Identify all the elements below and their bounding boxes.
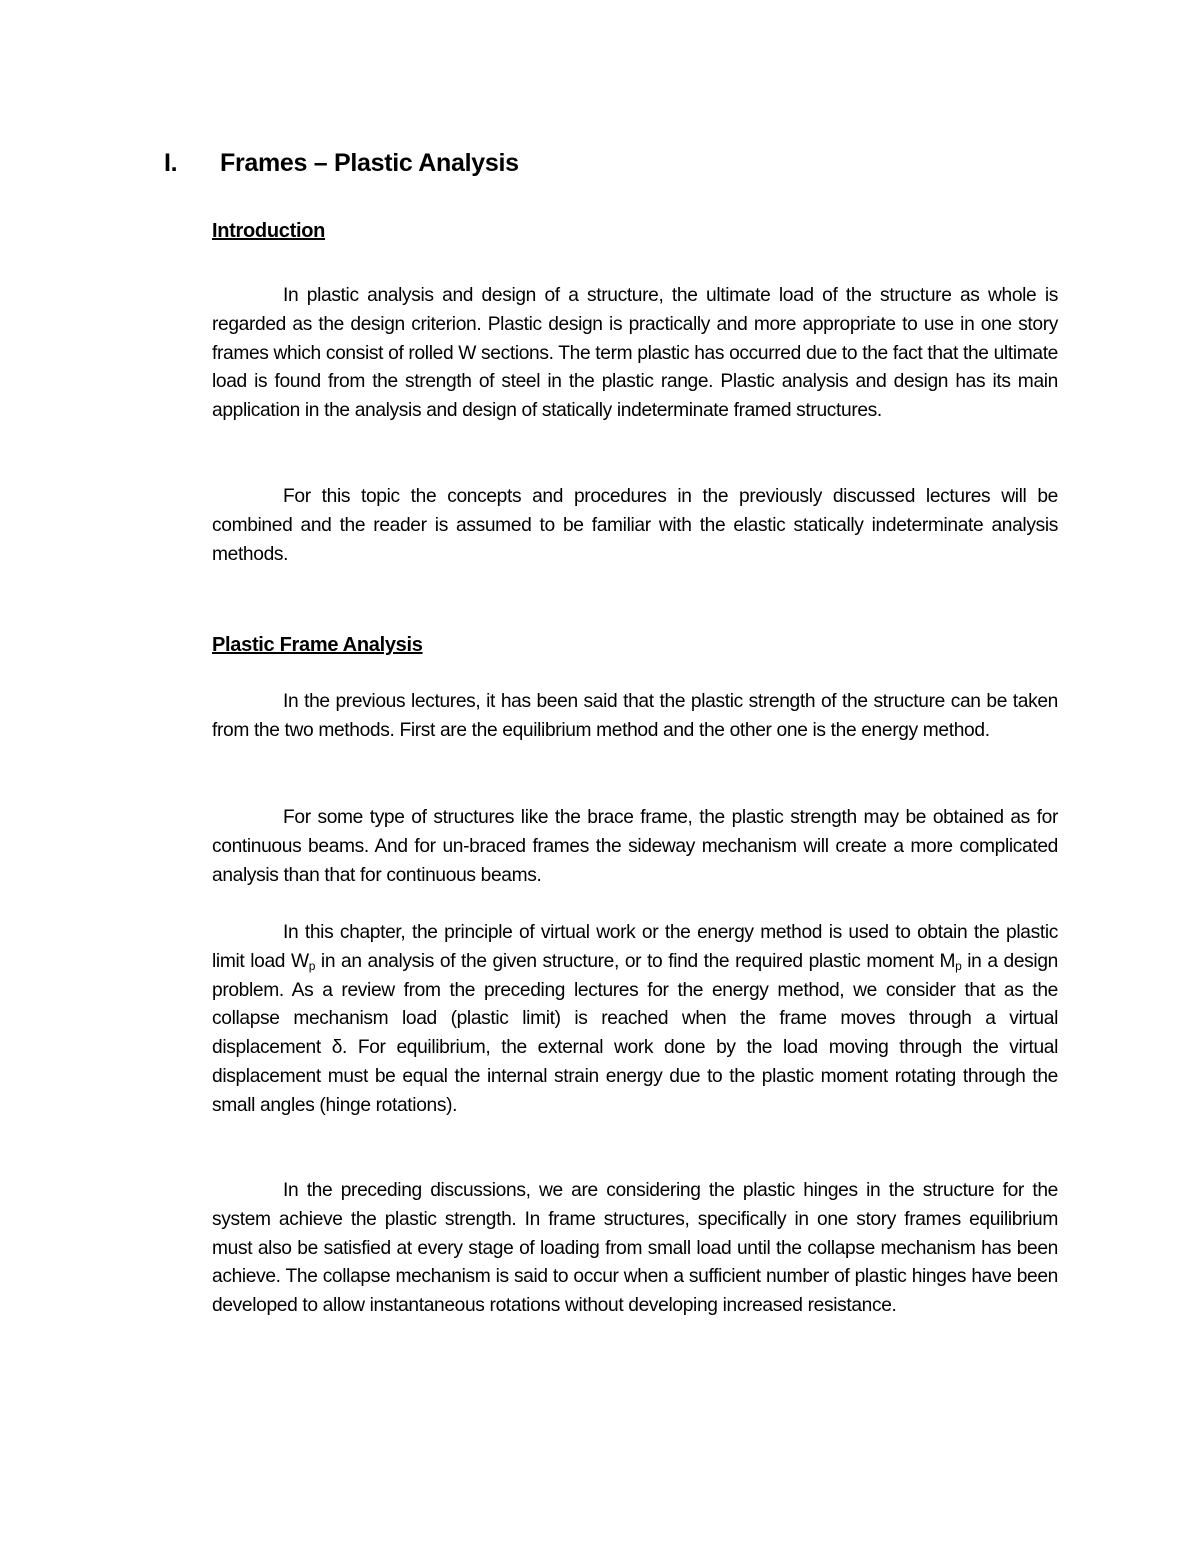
paragraph-pfa-3-part2: in an analysis of the given structure, or to find the required plastic moment M bbox=[315, 950, 956, 972]
subscript-p-load: p bbox=[308, 958, 316, 973]
section-title-plastic-frame-analysis: Plastic Frame Analysis bbox=[212, 634, 423, 656]
paragraph-pfa-3-part3: in a design problem. As a review from the preceding lectures for the energy method, we consider that as the collapse mechanism load (plastic limit) is reached when the frame moves through a virtual displacement δ. For equilibrium, the external work done by the load moving through the virtual displacement must be equal the internal strain energy due to the plastic moment rotating through the small angles (hinge rotations). bbox=[212, 950, 1058, 1116]
chapter-title: Frames – Plastic Analysis bbox=[220, 149, 519, 177]
subscript-p-moment: p bbox=[955, 958, 962, 973]
paragraph-intro-1: In plastic analysis and design of a structure, the ultimate load of the structure as whole is regarded as the design criterion. Plastic design is practically and more appropriate to use in one story frames which consist of rolled W sections. The term plastic has occurred due to the fact that the ultimate load is found from the strength of steel in the plastic range. Plastic analysis and design has its main application in the analysis and design of statically indeterminate framed structures. bbox=[212, 285, 1058, 422]
section-title-introduction: Introduction bbox=[212, 220, 326, 242]
paragraph-pfa-3-part1: In this chapter, the principle of virtual work or the energy method is used to obtain the plastic limit load W bbox=[212, 922, 1058, 972]
paragraph-pfa-3 bbox=[212, 919, 1058, 1121]
paragraph-intro-2: For this topic the concepts and procedures in the previously discussed lectures will be combined and the reader is assumed to be familiar with the elastic statically indeterminate analysis methods. bbox=[212, 486, 1058, 565]
paragraph-pfa-2: For some type of structures like the brace frame, the plastic strength may be obtained as for continuous beams. And for un-braced frames the sideway mechanism will create a more complicated analysis than that for continuous beams. bbox=[212, 807, 1058, 886]
chapter-number: I. bbox=[164, 149, 178, 177]
chapter-heading bbox=[164, 146, 1064, 180]
paragraph-pfa-1: In the previous lectures, it has been said that the plastic strength of the structure can be taken from the two methods. First are the equilibrium method and the other one is the energy method. bbox=[212, 691, 1058, 741]
paragraph-pfa-4: In the preceding discussions, we are considering the plastic hinges in the structure for the system achieve the plastic strength. In frame structures, specifically in one story frames equilibrium must also be satisfied at every stage of loading from small load until the collapse mechanism has been achieve. The collapse mechanism is said to occur when a sufficient number of plastic hinges have been developed to allow instantaneous rotations without developing increased resistance. bbox=[212, 1180, 1058, 1317]
